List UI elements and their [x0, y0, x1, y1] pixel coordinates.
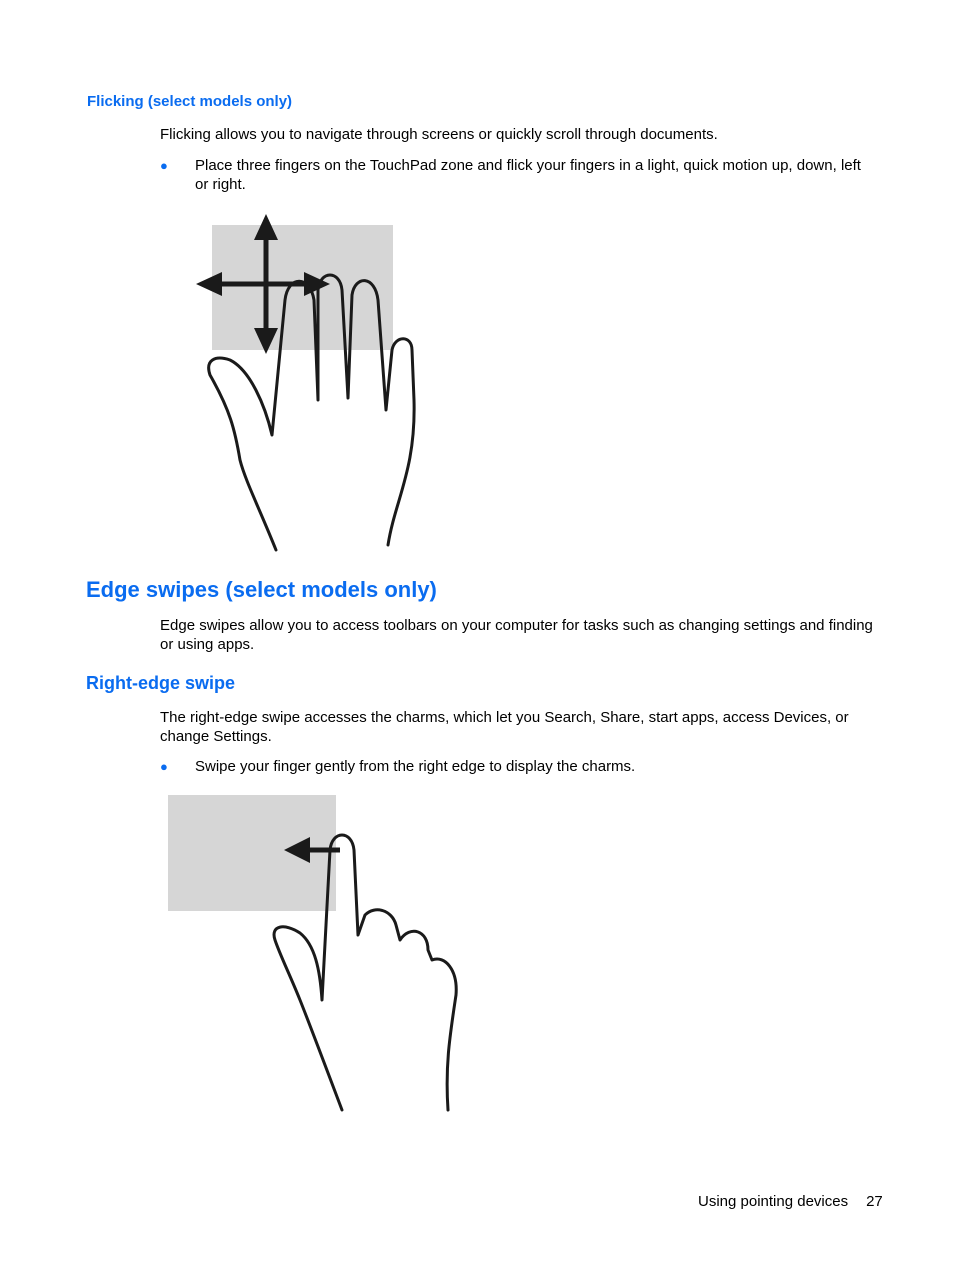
flicking-intro: Flicking allows you to navigate through screens or quickly scroll through documents. — [160, 126, 718, 143]
flicking-bullet — [160, 156, 890, 196]
bullet-icon: ● — [160, 759, 168, 774]
flick-gesture-illustration-icon — [190, 210, 430, 560]
heading-right-edge-swipe: Right-edge swipe — [86, 673, 236, 693]
heading-edge-swipes: Edge swipes (select models only) — [86, 577, 437, 602]
right-edge-bullet — [160, 757, 890, 779]
touchpad-zone — [212, 225, 393, 350]
right-edge-swipe-illustration-icon — [160, 785, 480, 1125]
footer-section-title: Using pointing devices — [698, 1193, 849, 1210]
page-number: 27 — [866, 1193, 883, 1210]
bullet-icon: ● — [160, 158, 168, 173]
touchpad-zone — [168, 795, 336, 911]
heading-flicking: Flicking (select models only) — [87, 93, 293, 110]
edge-swipes-intro: Edge swipes allow you to access toolbars on your computer for tasks such as changing settings and finding or using apps. — [160, 617, 873, 653]
page-footer — [698, 1192, 883, 1211]
right-edge-intro: The right-edge swipe accesses the charms, which let you Search, Share, start apps, access Devices, or change Settings. — [160, 709, 849, 745]
right-edge-bullet-text: Swipe your finger gently from the right edge to display the charms. — [195, 758, 636, 775]
flicking-bullet-text: Place three fingers on the TouchPad zone and flick your fingers in a light, quick motion up, down, left or right. — [195, 157, 861, 193]
